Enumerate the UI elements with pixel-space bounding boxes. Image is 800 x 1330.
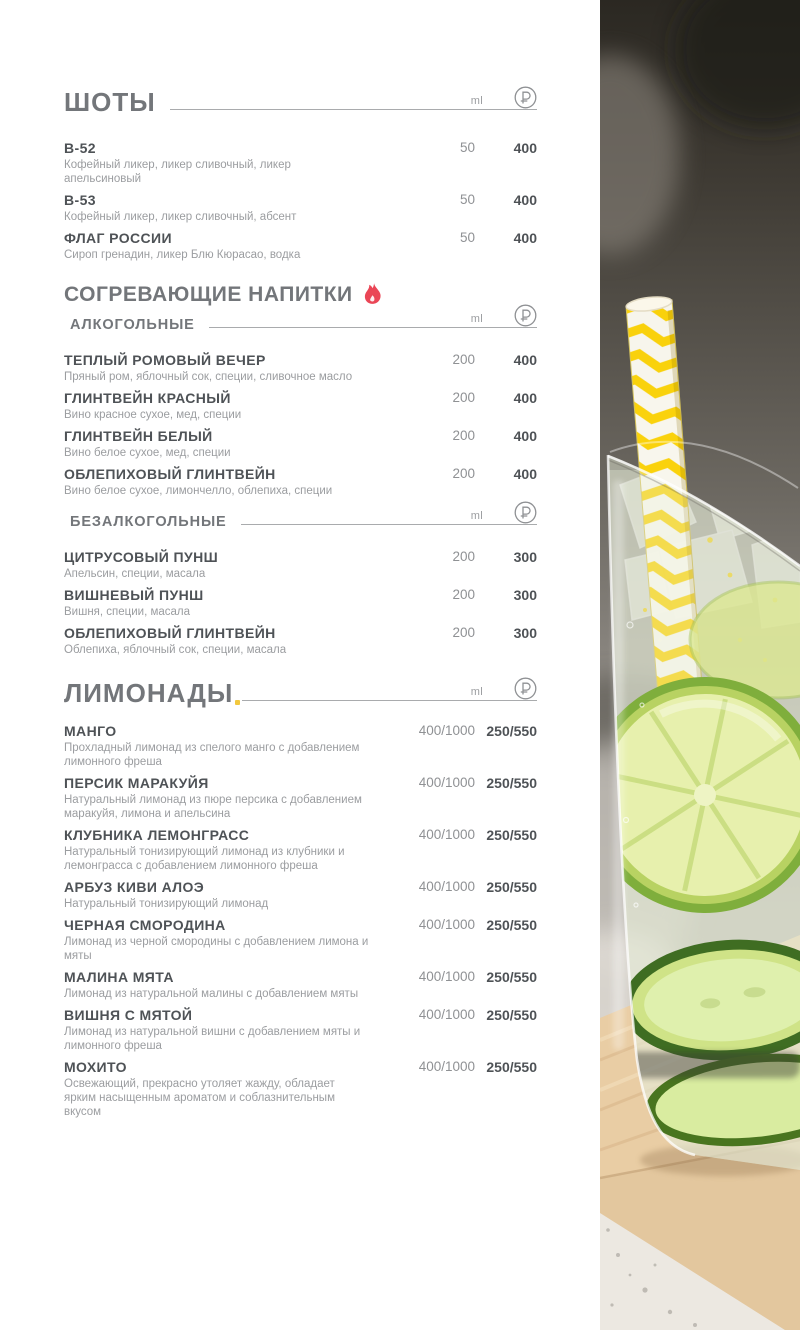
menu-item-text	[64, 827, 395, 873]
section-title-lemonades: ЛИМОНАДЫ	[64, 678, 234, 708]
item-volume: 200	[452, 390, 475, 405]
menu-item	[64, 428, 537, 460]
menu-item	[64, 352, 537, 384]
item-name: ЧЕРНАЯ СМОРОДИНА	[64, 917, 226, 933]
ruble-icon	[514, 304, 537, 327]
item-name: МОХИТО	[64, 1059, 127, 1075]
item-list-lemonades	[64, 723, 537, 1119]
item-name: МАЛИНА МЯТА	[64, 969, 174, 985]
menu-item	[64, 879, 537, 911]
item-list-alcoholic	[64, 352, 537, 498]
menu-item	[64, 969, 537, 1001]
menu-item-text	[64, 192, 395, 224]
item-volume: 50	[459, 192, 475, 207]
item-volume: 50	[459, 230, 475, 245]
item-description: Натуральный лимонад из пюре персика с добавлением маракуйя, лимона и апельсина	[64, 794, 362, 820]
menu-item-text	[64, 230, 395, 262]
item-description: Вино белое сухое, лимончелло, облепиха, специи	[64, 485, 333, 497]
menu-item-text	[64, 352, 395, 384]
item-name: B-53	[64, 192, 96, 208]
item-description: Кофейный ликер, ликер сливочный, ликер апельсиновый	[64, 159, 291, 185]
item-description: Освежающий, прекрасно утоляет жажду, обладает ярким насыщенным ароматом и соблазнительным вкусом	[64, 1078, 335, 1118]
header-rule	[170, 95, 537, 110]
subsection-non-alcoholic-header	[64, 510, 537, 531]
menu-item-text	[64, 625, 395, 657]
ml-column-label: ml	[470, 510, 483, 522]
item-description: Лимонад из натуральной малины с добавлением мяты	[64, 988, 359, 1000]
item-description: Натуральный тонизирующий лимонад из клубники и лемонграсса с добавлением лимонного фреша	[64, 846, 345, 872]
item-name: ПЕРСИК МАРАКУЙЯ	[64, 775, 209, 791]
item-list-non-alcoholic	[64, 549, 537, 657]
menu-item-text	[64, 587, 395, 619]
flame-icon	[362, 282, 383, 307]
item-volume: 50	[459, 140, 475, 155]
menu-item-text	[64, 428, 395, 460]
item-price: 300	[513, 625, 537, 641]
menu-item	[64, 140, 537, 186]
section-warming-header	[64, 282, 537, 307]
menu-item	[64, 775, 537, 821]
menu-item	[64, 917, 537, 963]
item-price: 250/550	[486, 827, 537, 843]
item-description: Пряный ром, яблочный сок, специи, сливочное масло	[64, 371, 353, 383]
item-volume: 400/1000	[418, 917, 475, 932]
item-description: Апельсин, специи, масала	[64, 568, 206, 580]
item-name: ГЛИНТВЕЙН БЕЛЫЙ	[64, 428, 213, 444]
menu-column	[64, 88, 537, 1125]
item-price: 400	[513, 466, 537, 482]
ml-column-label: ml	[470, 95, 483, 107]
item-volume: 200	[452, 587, 475, 602]
menu-item-text	[64, 879, 395, 911]
item-price: 250/550	[486, 917, 537, 933]
item-price: 400	[513, 352, 537, 368]
menu-item	[64, 549, 537, 581]
item-description: Вино красное сухое, мед, специи	[64, 409, 242, 421]
item-price: 300	[513, 549, 537, 565]
item-volume: 200	[452, 625, 475, 640]
menu-item	[64, 466, 537, 498]
section-title-shots: ШОТЫ	[64, 87, 156, 117]
item-description: Прохладный лимонад из спелого манго с добавлением лимонного фреша	[64, 742, 360, 768]
item-price: 400	[513, 428, 537, 444]
item-name: ТЕПЛЫЙ РОМОВЫЙ ВЕЧЕР	[64, 352, 266, 368]
ml-column-label: ml	[470, 686, 483, 698]
item-volume: 200	[452, 466, 475, 481]
item-volume: 200	[452, 352, 475, 367]
item-volume: 400/1000	[418, 775, 475, 790]
item-name: ОБЛЕПИХОВЫЙ ГЛИНТВЕЙН	[64, 466, 276, 482]
ruble-icon	[514, 501, 537, 524]
subsection-non-alcoholic	[64, 510, 537, 657]
item-price: 250/550	[486, 879, 537, 895]
item-name: ГЛИНТВЕЙН КРАСНЫЙ	[64, 390, 231, 406]
menu-item-text	[64, 917, 395, 963]
menu-item-text	[64, 1007, 395, 1053]
item-name: ВИШНЕВЫЙ ПУНШ	[64, 587, 204, 603]
item-name: КЛУБНИКА ЛЕМОНГРАСС	[64, 827, 250, 843]
menu-item	[64, 192, 537, 224]
item-volume: 400/1000	[418, 1007, 475, 1022]
item-description: Натуральный тонизирующий лимонад	[64, 898, 269, 910]
section-title-warming: СОГРЕВАЮЩИЕ НАПИТКИ	[64, 283, 353, 306]
item-price: 250/550	[486, 969, 537, 985]
subsection-alcoholic	[64, 313, 537, 498]
ruble-icon	[514, 86, 537, 109]
item-price: 400	[513, 140, 537, 156]
item-price: 300	[513, 587, 537, 603]
item-description: Облепиха, яблочный сок, специи, масала	[64, 644, 287, 656]
item-volume: 400/1000	[418, 879, 475, 894]
item-price: 250/550	[486, 1007, 537, 1023]
item-price: 400	[513, 192, 537, 208]
item-volume: 200	[452, 549, 475, 564]
menu-item	[64, 827, 537, 873]
item-price: 250/550	[486, 723, 537, 739]
section-warming-drinks	[64, 282, 537, 657]
menu-item-text	[64, 140, 395, 186]
drink-photo	[600, 0, 800, 1330]
item-price: 250/550	[486, 775, 537, 791]
item-description: Вино белое сухое, мед, специи	[64, 447, 231, 459]
menu-item-text	[64, 775, 395, 821]
menu-item	[64, 1007, 537, 1053]
menu-item	[64, 390, 537, 422]
item-price: 400	[513, 230, 537, 246]
item-name: ФЛАГ РОССИИ	[64, 230, 172, 246]
item-price: 400	[513, 390, 537, 406]
item-volume: 400/1000	[418, 969, 475, 984]
menu-item	[64, 1059, 537, 1119]
subsection-alcoholic-header	[64, 313, 537, 334]
header-rule	[241, 510, 537, 525]
item-description: Лимонад из черной смородины с добавлением лимона и мяты	[64, 936, 369, 962]
menu-item-text	[64, 723, 395, 769]
item-volume: 400/1000	[418, 1059, 475, 1074]
item-name: АРБУЗ КИВИ АЛОЭ	[64, 879, 205, 895]
menu-item	[64, 587, 537, 619]
item-volume: 200	[452, 428, 475, 443]
item-name: МАНГО	[64, 723, 117, 739]
item-name: ОБЛЕПИХОВЫЙ ГЛИНТВЕЙН	[64, 625, 276, 641]
item-list-shots	[64, 140, 537, 262]
section-shots	[64, 88, 537, 262]
item-name: ЦИТРУСОВЫЙ ПУНШ	[64, 549, 219, 565]
menu-item-text	[64, 969, 395, 1001]
item-description: Лимонад из натуральной вишни с добавлением мяты и лимонного фреша	[64, 1026, 361, 1052]
menu-item-text	[64, 1059, 395, 1119]
ml-column-label: ml	[470, 313, 483, 325]
header-rule	[209, 313, 537, 328]
header-rule	[242, 686, 537, 701]
item-description: Вишня, специи, масала	[64, 606, 191, 618]
section-lemonades	[64, 679, 537, 1119]
subsection-title-non-alcoholic: БЕЗАЛКОГОЛЬНЫЕ	[70, 514, 227, 530]
item-volume: 400/1000	[418, 723, 475, 738]
menu-item	[64, 625, 537, 657]
section-lemonades-header	[64, 679, 537, 707]
subsection-title-alcoholic: АЛКОГОЛЬНЫЕ	[70, 317, 195, 333]
item-description: Сироп гренадин, ликер Блю Кюрасао, водка	[64, 249, 301, 261]
ruble-icon	[514, 677, 537, 700]
item-name: B-52	[64, 140, 96, 156]
accent-dot	[235, 700, 240, 705]
item-description: Кофейный ликер, ликер сливочный, абсент	[64, 211, 297, 223]
item-volume: 400/1000	[418, 827, 475, 842]
menu-item-text	[64, 549, 395, 581]
item-price: 250/550	[486, 1059, 537, 1075]
menu-item	[64, 230, 537, 262]
item-name: ВИШНЯ С МЯТОЙ	[64, 1007, 193, 1023]
menu-item-text	[64, 390, 395, 422]
section-shots-header	[64, 88, 537, 116]
menu-item	[64, 723, 537, 769]
menu-item-text	[64, 466, 395, 498]
